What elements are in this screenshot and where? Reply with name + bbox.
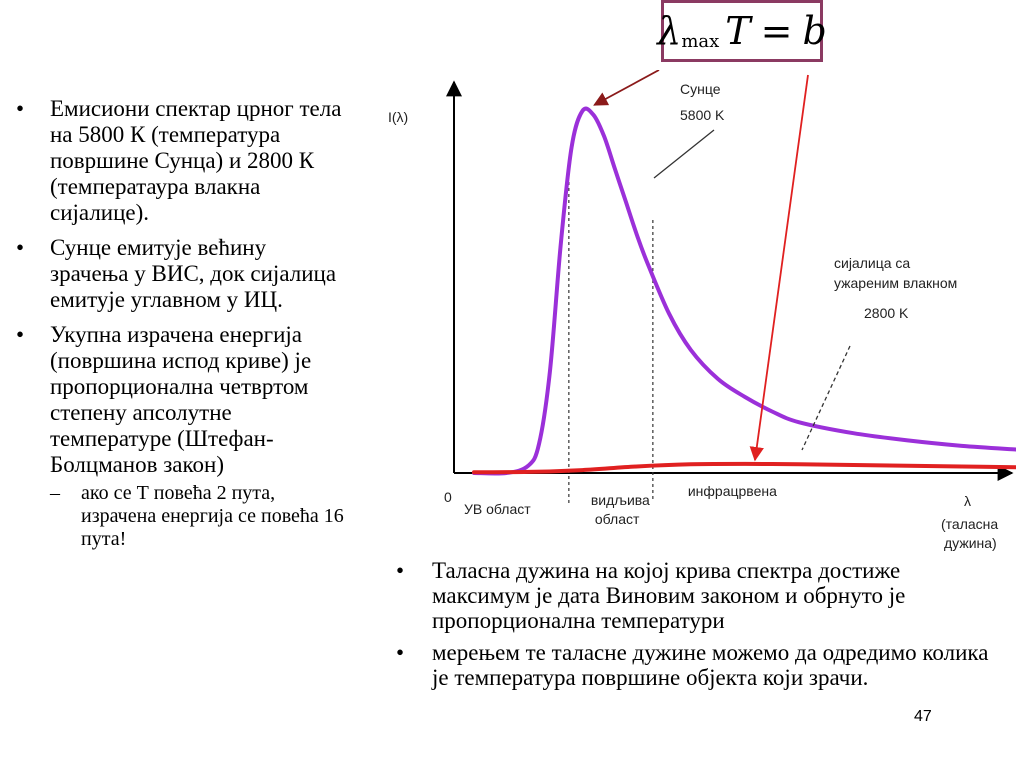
- formula-subscript: max: [681, 30, 720, 52]
- arrow-to-sun-peak: [594, 70, 659, 105]
- wien-law-formula: [657, 0, 827, 62]
- x-axis-label-line1: (таласна: [941, 516, 999, 532]
- region-label-vis-line1: видљива: [590, 492, 650, 508]
- bullet-wien-law: • Таласна дужина на којој крива спектра достиже максимум је дата Виновим законом и обрнуто је пропорционална температури: [394, 558, 994, 633]
- sub-bullet-16x: – ако се Т повећа 2 пута, израчена енергија се повећа 16 пута!: [50, 482, 344, 551]
- region-label-ir: инфрацрвена: [687, 483, 777, 499]
- planck-spectrum-chart: [376, 70, 1016, 556]
- formula-equals: =: [760, 9, 793, 53]
- bullet-measure-temperature: • мерењем те таласне дужине можемо да одредимо колика је температура површине објекта који зрачи.: [394, 640, 994, 690]
- formula-lambda: λ: [657, 9, 682, 53]
- page-number: 47: [914, 708, 932, 725]
- bullet-spectrum: • Емисиони спектар црног тела на 5800 К (температура површине Сунца) и 2800 К (температаура влакна сијалице).: [14, 96, 344, 226]
- series-line-sun: [474, 109, 1016, 474]
- formula-t: T: [725, 9, 751, 53]
- sun-label-line2: 5800 K: [680, 107, 725, 123]
- region-label-vis-line2: област: [594, 511, 640, 527]
- bulb-label-line3: 2800 K: [864, 305, 909, 321]
- origin-label: 0: [444, 489, 452, 505]
- bullet-total-energy: [14, 322, 344, 551]
- bulb-label-leader: [802, 346, 850, 450]
- sun-label-line1: Сунце: [680, 81, 721, 97]
- region-label-uv: УВ област: [464, 501, 531, 517]
- sub-bullet-list: [50, 482, 344, 551]
- arrow-to-bulb-peak: [755, 75, 808, 460]
- plot-area: [388, 70, 1016, 551]
- sun-label-leader: [654, 130, 714, 178]
- bullet-sun-emits: • Сунце емитује већину зрачења у ВИС, док сијалица емитује углавном у ИЦ.: [14, 235, 344, 313]
- y-axis-label: I(λ): [388, 109, 409, 125]
- x-axis-label-symbol: λ: [964, 493, 971, 509]
- series-line-bulb: [474, 464, 1016, 472]
- bullet-total-energy-text: Укупна израчена енергија (површина испод криве) је пропорционална четвртом степену апсолутне температуре (Штефан-Болцманов закон): [50, 322, 312, 477]
- right-bullet-list: [394, 558, 994, 697]
- formula-b: b: [802, 9, 827, 53]
- bulb-label-line1: сијалица са: [834, 255, 911, 271]
- left-bullet-list: [14, 96, 344, 560]
- bulb-label-line2: ужареним влакном: [834, 275, 958, 291]
- x-axis-label-line2: дужина): [944, 535, 997, 551]
